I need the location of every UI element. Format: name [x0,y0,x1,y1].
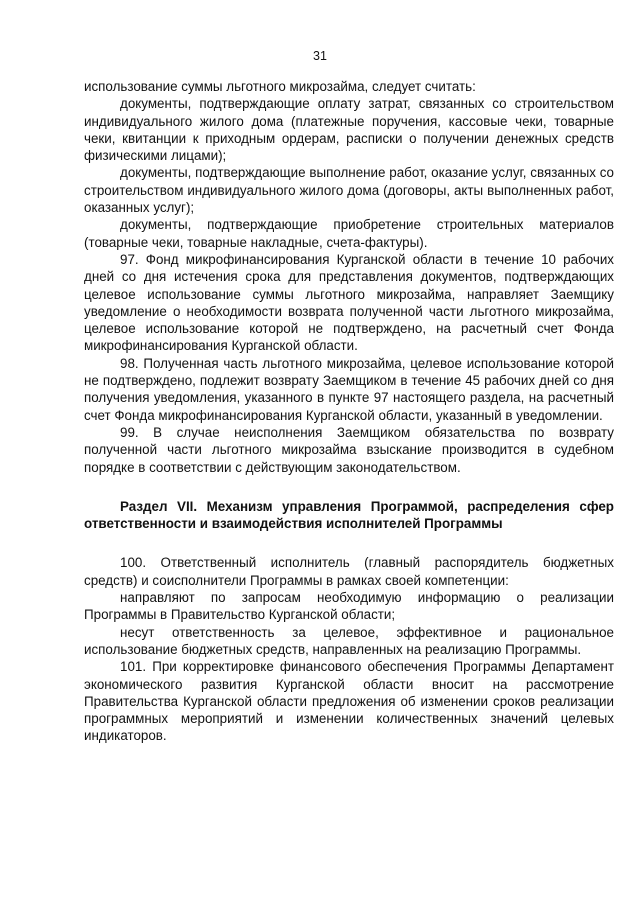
paragraph-responsibility: несут ответственность за целевое, эффективное и рациональное использование бюджетных средств, направленных на реализацию Программы. [84,624,614,657]
paragraph-continuation: использование суммы льготного микрозайма, следует считать: [84,79,476,94]
paragraph-98: 98. Полученная часть льготного микрозайма, целевое использование которой не подтверждено, подлежит возврату Заемщиком в течение 45 рабочих дней со дня получения уведомления, указанного в пункте 97 настоящего раздела, на расчетный счет Фонда микрофинансирования Курганской области, указанный в уведомлении. [84,355,614,423]
page-number: 31 [313,49,327,63]
section-heading: Раздел VII. Механизм управления Программой, распределения сфер ответственности и взаимодействия исполнителей Программы [84,498,614,532]
paragraph-100: 100. Ответственный исполнитель (главный распорядитель бюджетных средств) и соисполнители Программы в рамках своей компетенции: [84,555,614,588]
document-body [84,78,614,745]
paragraph-97: 97. Фонд микрофинансирования Курганской области в течение 10 рабочих дней со дня истечения срока для представления документов, подтверждающих целевое использование суммы льготного микрозайма, направляет Заемщику уведомление о необходимости возврата полученной части льготного микрозайма, целевое использование которой не подтверждено, на расчетный счет Фонда микрофинансирования Курганской области. [84,251,614,354]
paragraph-materials-documents: документы, подтверждающие приобретение строительных материалов (товарные чеки, товарные накладные, счета-фактуры). [84,217,614,250]
paragraph-99: 99. В случае неисполнения Заемщиком обязательства по возврату полученной части льготного микрозайма взыскание производится в судебном порядке в соответствии с действующим законодательством. [84,424,614,475]
paragraph-send-information: направляют по запросам необходимую информацию о реализации Программы в Правительство Курганской области; [84,590,614,623]
paragraph-101: 101. При корректировке финансового обеспечения Программы Департамент экономического развития Курганской области вносит на рассмотрение Правительства Курганской области предложения об изменении сроков реализации программных мероприятий и изменении количественных значений целевых индикаторов. [84,659,614,744]
paragraph-work-documents: документы, подтверждающие выполнение работ, оказание услуг, связанных со строительством индивидуального жилого дома (договоры, акты выполненных работ, оказанных услуг); [84,165,614,216]
paragraph-payment-documents: документы, подтверждающие оплату затрат, связанных со строительством индивидуального жилого дома (платежные поручения, кассовые чеки, товарные чеки, квитанции к приходным ордерам, расписки о получении денежных средств физическими лицами); [84,96,614,164]
